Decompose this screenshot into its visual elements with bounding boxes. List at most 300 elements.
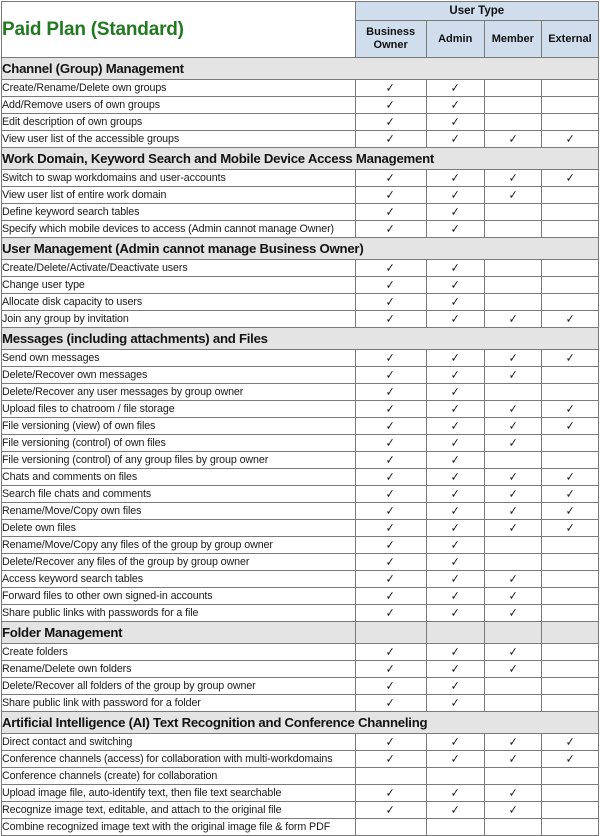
check-icon-cell-member (484, 367, 541, 384)
check-icon: ✓ (508, 367, 518, 382)
check-icon-cell-member (484, 802, 541, 819)
empty-cell-member (484, 554, 541, 571)
check-icon: ✓ (508, 187, 518, 202)
check-icon: ✓ (508, 644, 518, 659)
check-icon-cell-admin (426, 221, 484, 238)
check-icon-cell-member (484, 644, 541, 661)
empty-cell-member (484, 97, 541, 114)
feature-label: Switch to swap workdomains and user-accounts (2, 170, 356, 187)
check-icon-cell-member (484, 605, 541, 622)
check-icon-cell-owner (355, 401, 426, 418)
check-icon-cell-owner (355, 571, 426, 588)
empty-cell-member (484, 80, 541, 97)
feature-label: File versioning (control) of own files (2, 435, 356, 452)
check-icon: ✓ (450, 401, 460, 416)
check-icon-cell-owner (355, 503, 426, 520)
empty-cell-member (484, 260, 541, 277)
section-header-row (2, 622, 599, 644)
check-icon: ✓ (450, 554, 460, 569)
table-row (2, 661, 599, 678)
feature-label: Delete own files (2, 520, 356, 537)
check-icon: ✓ (450, 734, 460, 749)
check-icon: ✓ (450, 418, 460, 433)
check-icon-cell-admin (426, 294, 484, 311)
check-icon-cell-owner (355, 644, 426, 661)
check-icon: ✓ (508, 734, 518, 749)
check-icon: ✓ (450, 204, 460, 219)
check-icon-cell-admin (426, 452, 484, 469)
feature-label: Chats and comments on files (2, 469, 356, 486)
empty-cell-ext (541, 785, 598, 802)
table-row (2, 97, 599, 114)
section-title: Artificial Intelligence (AI) Text Recognition and Conference Channeling (2, 712, 599, 734)
check-icon-cell-member (484, 785, 541, 802)
check-icon-cell-admin (426, 644, 484, 661)
check-icon: ✓ (565, 486, 575, 501)
check-icon-cell-ext (541, 311, 598, 328)
section-header-row (2, 148, 599, 170)
check-icon: ✓ (386, 605, 396, 620)
check-icon: ✓ (386, 734, 396, 749)
empty-cell-ext (541, 384, 598, 401)
table-row (2, 367, 599, 384)
check-icon-cell-owner (355, 452, 426, 469)
check-icon-cell-admin (426, 661, 484, 678)
check-icon: ✓ (565, 418, 575, 433)
section-title: Messages (including attachments) and Files (2, 328, 599, 350)
empty-cell-ext (541, 678, 598, 695)
table-row (2, 588, 599, 605)
check-icon-cell-admin (426, 260, 484, 277)
check-icon-cell-admin (426, 418, 484, 435)
check-icon: ✓ (565, 751, 575, 766)
check-icon: ✓ (386, 452, 396, 467)
check-icon-cell-member (484, 311, 541, 328)
empty-cell-ext (541, 554, 598, 571)
check-icon: ✓ (508, 588, 518, 603)
check-icon-cell-owner (355, 204, 426, 221)
check-icon-cell-owner (355, 418, 426, 435)
table-row (2, 221, 599, 238)
check-icon-cell-member (484, 401, 541, 418)
check-icon: ✓ (450, 503, 460, 518)
empty-cell-ext (541, 187, 598, 204)
empty-cell-member (484, 678, 541, 695)
check-icon: ✓ (386, 221, 396, 236)
check-icon-cell-admin (426, 605, 484, 622)
feature-label: Direct contact and switching (2, 734, 356, 751)
check-icon-cell-ext (541, 401, 598, 418)
check-icon-cell-owner (355, 170, 426, 187)
table-row (2, 605, 599, 622)
empty-cell-member (484, 819, 541, 836)
check-icon: ✓ (565, 170, 575, 185)
check-icon: ✓ (386, 114, 396, 129)
check-icon-cell-owner (355, 384, 426, 401)
check-icon-cell-admin (426, 520, 484, 537)
check-icon: ✓ (450, 131, 460, 146)
check-icon: ✓ (450, 294, 460, 309)
check-icon: ✓ (508, 661, 518, 676)
feature-label: View user list of entire work domain (2, 187, 356, 204)
table-row (2, 678, 599, 695)
feature-label: Create/Rename/Delete own groups (2, 80, 356, 97)
check-icon-cell-member (484, 435, 541, 452)
permissions-table (1, 1, 599, 836)
check-icon: ✓ (508, 520, 518, 535)
check-icon: ✓ (508, 802, 518, 817)
table-row (2, 520, 599, 537)
check-icon: ✓ (450, 452, 460, 467)
check-icon-cell-admin (426, 80, 484, 97)
empty-cell-ext (541, 605, 598, 622)
empty-cell-ext (541, 277, 598, 294)
feature-label: Create/Delete/Activate/Deactivate users (2, 260, 356, 277)
check-icon: ✓ (386, 418, 396, 433)
check-icon-cell-admin (426, 114, 484, 131)
check-icon-cell-owner (355, 114, 426, 131)
check-icon-cell-ext (541, 751, 598, 768)
check-icon-cell-ext (541, 350, 598, 367)
check-icon-cell-owner (355, 260, 426, 277)
check-icon-cell-member (484, 751, 541, 768)
check-icon: ✓ (386, 80, 396, 95)
check-icon-cell-owner (355, 802, 426, 819)
section-header-pad-member (484, 622, 541, 644)
feature-label: Conference channels (access) for collaboration with multi-workdomains (2, 751, 356, 768)
check-icon-cell-owner (355, 734, 426, 751)
table-row (2, 537, 599, 554)
check-icon-cell-ext (541, 170, 598, 187)
check-icon-cell-owner (355, 537, 426, 554)
table-row (2, 418, 599, 435)
table-row (2, 734, 599, 751)
check-icon-cell-admin (426, 97, 484, 114)
check-icon-cell-admin (426, 367, 484, 384)
check-icon: ✓ (450, 367, 460, 382)
table-row (2, 294, 599, 311)
check-icon-cell-owner (355, 131, 426, 148)
check-icon: ✓ (386, 520, 396, 535)
feature-label: Search file chats and comments (2, 486, 356, 503)
table-row (2, 819, 599, 836)
check-icon: ✓ (450, 486, 460, 501)
check-icon-cell-member (484, 469, 541, 486)
check-icon: ✓ (450, 520, 460, 535)
column-header-admin: Admin (426, 21, 484, 58)
feature-label: Delete/Recover any files of the group by group owner (2, 554, 356, 571)
check-icon-cell-admin (426, 802, 484, 819)
check-icon: ✓ (450, 678, 460, 693)
section-header-row (2, 712, 599, 734)
check-icon-cell-member (484, 187, 541, 204)
empty-cell-ext (541, 260, 598, 277)
check-icon: ✓ (450, 469, 460, 484)
check-icon: ✓ (386, 695, 396, 710)
check-icon: ✓ (508, 401, 518, 416)
check-icon: ✓ (386, 384, 396, 399)
check-icon: ✓ (386, 678, 396, 693)
column-header-member: Member (484, 21, 541, 58)
table-row (2, 469, 599, 486)
check-icon-cell-owner (355, 350, 426, 367)
empty-cell-member (484, 768, 541, 785)
empty-cell-ext (541, 367, 598, 384)
check-icon-cell-admin (426, 751, 484, 768)
empty-cell-ext (541, 204, 598, 221)
table-row (2, 170, 599, 187)
check-icon-cell-admin (426, 678, 484, 695)
check-icon-cell-member (484, 170, 541, 187)
table-row (2, 277, 599, 294)
feature-label: File versioning (control) of any group files by group owner (2, 452, 356, 469)
empty-cell-ext (541, 644, 598, 661)
check-icon: ✓ (386, 350, 396, 365)
permissions-matrix (0, 1, 600, 833)
check-icon-cell-owner (355, 785, 426, 802)
table-row (2, 695, 599, 712)
check-icon: ✓ (450, 260, 460, 275)
check-icon: ✓ (450, 588, 460, 603)
feature-label: View user list of the accessible groups (2, 131, 356, 148)
check-icon: ✓ (450, 802, 460, 817)
check-icon-cell-owner (355, 277, 426, 294)
check-icon-cell-owner (355, 97, 426, 114)
empty-cell-member (484, 204, 541, 221)
table-row (2, 503, 599, 520)
check-icon: ✓ (508, 785, 518, 800)
feature-label: Join any group by invitation (2, 311, 356, 328)
table-row (2, 187, 599, 204)
check-icon: ✓ (386, 486, 396, 501)
table-row (2, 311, 599, 328)
empty-cell-admin (426, 768, 484, 785)
check-icon: ✓ (386, 751, 396, 766)
check-icon: ✓ (386, 204, 396, 219)
section-title: User Management (Admin cannot manage Business Owner) (2, 238, 599, 260)
check-icon: ✓ (386, 260, 396, 275)
empty-cell-ext (541, 802, 598, 819)
feature-label: File versioning (view) of own files (2, 418, 356, 435)
check-icon: ✓ (386, 435, 396, 450)
check-icon-cell-owner (355, 367, 426, 384)
feature-label: Rename/Move/Copy any files of the group by group owner (2, 537, 356, 554)
feature-label: Send own messages (2, 350, 356, 367)
check-icon: ✓ (450, 114, 460, 129)
feature-label: Delete/Recover own messages (2, 367, 356, 384)
check-icon: ✓ (508, 418, 518, 433)
check-icon: ✓ (386, 554, 396, 569)
check-icon-cell-member (484, 418, 541, 435)
check-icon: ✓ (565, 503, 575, 518)
check-icon: ✓ (565, 311, 575, 326)
check-icon: ✓ (450, 435, 460, 450)
check-icon-cell-admin (426, 170, 484, 187)
check-icon-cell-admin (426, 401, 484, 418)
feature-label: Specify which mobile devices to access (Admin cannot manage Owner) (2, 221, 356, 238)
table-row (2, 114, 599, 131)
empty-cell-owner (355, 819, 426, 836)
check-icon-cell-owner (355, 187, 426, 204)
empty-cell-ext (541, 571, 598, 588)
empty-cell-member (484, 695, 541, 712)
check-icon-cell-admin (426, 435, 484, 452)
check-icon-cell-ext (541, 131, 598, 148)
check-icon-cell-member (484, 734, 541, 751)
empty-cell-ext (541, 452, 598, 469)
check-icon: ✓ (386, 277, 396, 292)
check-icon: ✓ (450, 751, 460, 766)
check-icon-cell-admin (426, 695, 484, 712)
check-icon-cell-admin (426, 187, 484, 204)
table-row (2, 80, 599, 97)
check-icon: ✓ (508, 350, 518, 365)
check-icon: ✓ (565, 131, 575, 146)
empty-cell-ext (541, 294, 598, 311)
check-icon-cell-member (484, 588, 541, 605)
check-icon: ✓ (450, 277, 460, 292)
table-row (2, 785, 599, 802)
check-icon: ✓ (386, 644, 396, 659)
feature-label: Delete/Recover any user messages by group owner (2, 384, 356, 401)
check-icon: ✓ (450, 695, 460, 710)
check-icon: ✓ (386, 661, 396, 676)
empty-cell-member (484, 384, 541, 401)
empty-cell-member (484, 277, 541, 294)
empty-cell-member (484, 221, 541, 238)
check-icon: ✓ (450, 537, 460, 552)
empty-cell-ext (541, 695, 598, 712)
table-row (2, 131, 599, 148)
feature-label: Recognize image text, editable, and attach to the original file (2, 802, 356, 819)
feature-label: Create folders (2, 644, 356, 661)
column-header-ext: External (541, 21, 598, 58)
check-icon: ✓ (450, 605, 460, 620)
check-icon: ✓ (508, 170, 518, 185)
check-icon: ✓ (386, 311, 396, 326)
section-header-pad-owner (355, 622, 426, 644)
empty-cell-member (484, 452, 541, 469)
table-row (2, 571, 599, 588)
feature-label: Access keyword search tables (2, 571, 356, 588)
check-icon: ✓ (386, 294, 396, 309)
feature-label: Share public links with passwords for a file (2, 605, 356, 622)
check-icon-cell-admin (426, 571, 484, 588)
empty-cell-ext (541, 97, 598, 114)
check-icon-cell-admin (426, 537, 484, 554)
check-icon: ✓ (386, 785, 396, 800)
check-icon: ✓ (386, 131, 396, 146)
feature-label: Rename/Delete own folders (2, 661, 356, 678)
check-icon: ✓ (450, 187, 460, 202)
check-icon-cell-owner (355, 294, 426, 311)
empty-cell-member (484, 114, 541, 131)
check-icon: ✓ (508, 311, 518, 326)
empty-cell-ext (541, 537, 598, 554)
check-icon: ✓ (508, 486, 518, 501)
check-icon-cell-ext (541, 486, 598, 503)
check-icon-cell-owner (355, 435, 426, 452)
table-row (2, 384, 599, 401)
table-row (2, 204, 599, 221)
check-icon-cell-ext (541, 520, 598, 537)
empty-cell-ext (541, 768, 598, 785)
check-icon-cell-admin (426, 131, 484, 148)
check-icon: ✓ (508, 751, 518, 766)
empty-cell-ext (541, 819, 598, 836)
check-icon: ✓ (565, 734, 575, 749)
check-icon: ✓ (386, 571, 396, 586)
section-header-pad-ext (541, 622, 598, 644)
feature-label: Define keyword search tables (2, 204, 356, 221)
table-row (2, 768, 599, 785)
check-icon: ✓ (386, 401, 396, 416)
check-icon: ✓ (450, 661, 460, 676)
check-icon-cell-owner (355, 486, 426, 503)
check-icon-cell-ext (541, 469, 598, 486)
check-icon: ✓ (565, 401, 575, 416)
empty-cell-member (484, 537, 541, 554)
check-icon: ✓ (386, 588, 396, 603)
check-icon: ✓ (508, 605, 518, 620)
table-row (2, 401, 599, 418)
check-icon: ✓ (386, 802, 396, 817)
section-header-pad-admin (426, 622, 484, 644)
check-icon: ✓ (450, 221, 460, 236)
check-icon-cell-member (484, 661, 541, 678)
table-row (2, 644, 599, 661)
check-icon-cell-admin (426, 486, 484, 503)
check-icon-cell-admin (426, 734, 484, 751)
check-icon-cell-admin (426, 384, 484, 401)
check-icon-cell-member (484, 131, 541, 148)
feature-label: Conference channels (create) for collaboration (2, 768, 356, 785)
feature-label: Forward files to other own signed-in accounts (2, 588, 356, 605)
check-icon: ✓ (450, 80, 460, 95)
check-icon-cell-owner (355, 520, 426, 537)
section-title: Folder Management (2, 622, 356, 644)
section-title: Channel (Group) Management (2, 58, 599, 80)
check-icon-cell-admin (426, 277, 484, 294)
check-icon-cell-admin (426, 469, 484, 486)
check-icon: ✓ (386, 97, 396, 112)
empty-cell-ext (541, 221, 598, 238)
table-row (2, 486, 599, 503)
feature-label: Rename/Move/Copy own files (2, 503, 356, 520)
empty-cell-member (484, 294, 541, 311)
check-icon-cell-owner (355, 605, 426, 622)
feature-label: Share public link with password for a folder (2, 695, 356, 712)
check-icon-cell-member (484, 503, 541, 520)
check-icon-cell-admin (426, 350, 484, 367)
check-icon: ✓ (386, 503, 396, 518)
check-icon: ✓ (508, 131, 518, 146)
check-icon-cell-owner (355, 588, 426, 605)
check-icon: ✓ (450, 571, 460, 586)
empty-cell-ext (541, 435, 598, 452)
check-icon-cell-owner (355, 661, 426, 678)
check-icon-cell-owner (355, 695, 426, 712)
feature-label: Upload files to chatroom / file storage (2, 401, 356, 418)
check-icon: ✓ (386, 367, 396, 382)
check-icon: ✓ (565, 520, 575, 535)
empty-cell-ext (541, 80, 598, 97)
empty-cell-ext (541, 588, 598, 605)
section-header-row (2, 328, 599, 350)
table-row (2, 350, 599, 367)
check-icon: ✓ (386, 170, 396, 185)
check-icon: ✓ (450, 350, 460, 365)
